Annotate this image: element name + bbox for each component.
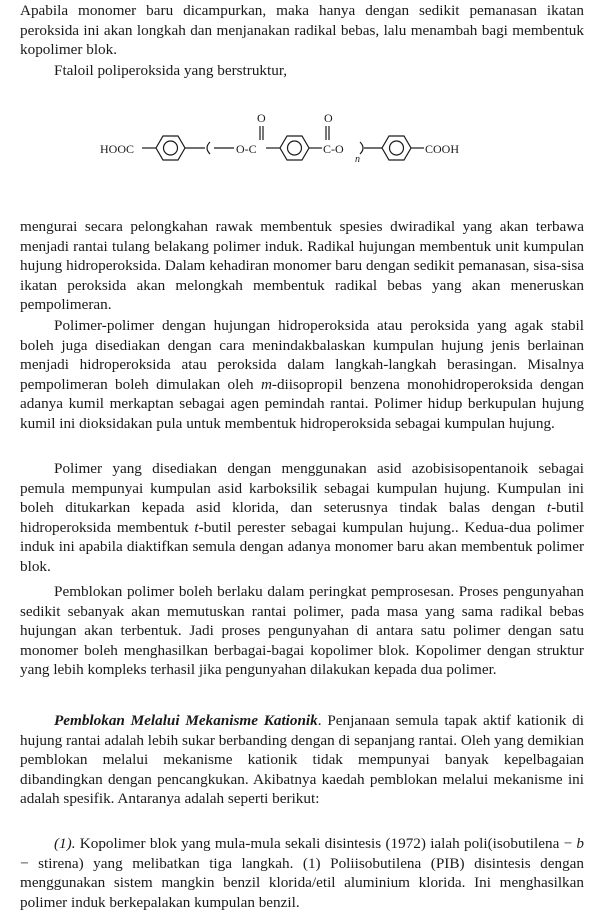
- left-bracket: [207, 142, 210, 154]
- linker-right: C-O: [323, 142, 344, 156]
- paragraph-4: Polimer-polimer dengan hujungan hidroperoksida atau peroksida yang agak stabil boleh juga disediakan dengan cara menindakbalaskan kumpulan hujung jenis berlainan menjadi hidroperoksida atau peroksida dalam langkah-langkah berasingan. Misalnya pempolimeran boleh dimulakan oleh m-diisopropil benzena monohidroperoksida dengan adanya kumil merkaptan sebagai agen pemindah rantai. Polimer hidup berkupulan hujung kumil ini dioksidakan pula untuk membentuk hidroperoksida sebagai kumpulan hujung.: [20, 317, 584, 432]
- paragraph-2: Ftaloil poliperoksida yang berstruktur,: [54, 62, 288, 79]
- paragraph-6: Pemblokan polimer boleh berlaku dalam peringkat pemprosesan. Proses pengunyahan sedikit sebanyak akan memutuskan rantai polimer, pada masa yang sama radikal bebas hujungan akan terbentuk. Jadi proses pengunyahan di antara satu polimer dengan satu monomer boleh menghasilkan berbagai-bagai kopolimer blok. Kopolimer dengan struktur yang lebih kompleks terhasil jika pengunyahan dilakukan kepada dua polimer.: [20, 583, 584, 679]
- paragraph-3: mengurai secara pelongkahan rawak membentuk spesies dwiradikal yang akan terbawa menjadi rantai tulang belakang polimer induk. Radikal hujungan membentuk unit kumpulan hujung hidroperoksida. Dalam kehadiran monomer baru dengan sedikit pemanasan, sisa-sisa ikatan peroksida akan melongkah membentuk radikal bebas yang akan meneruskan pempolimeran.: [20, 218, 584, 314]
- benzene-ring-2: [280, 136, 309, 160]
- paragraph-5: Polimer yang disediakan dengan menggunakan asid azobisisopentanoik sebagai pemula mempunyai kumpulan asid karboksilik sebagai kumpulan hujung. Kumpulan ini boleh ditukarkan kepada asid klorida, dan seterusnya tindak balas dengan t-butil hidroperoksida membentuk t-butil perester sebagai kumpulan hujung.. Kedua-dua polimer induk ini apabila diaktifkan semula dengan adanya monomer baru akan membentuk polimer blok.: [20, 460, 584, 575]
- right-bracket: [360, 142, 363, 154]
- linker-left: O-C: [236, 142, 257, 156]
- subscript-n: n: [355, 154, 360, 165]
- paragraph-8: (1). Kopolimer blok yang mula-mula sekali disintesis (1972) ialah poli(isobutilena − b − stirena) yang melibatkan tiga langkah. (1) Poliisobutilena (PIB) disintesis dengan menggunakan sistem mangkin benzil klorida/etil aluminium klorida. Ini menghasilkan polimer induk berkepalakan kumpulan benzil.: [20, 835, 584, 911]
- cooh-group: COOH: [425, 142, 460, 156]
- hooc-group: HOOC: [100, 142, 135, 156]
- paragraph-1: Apabila monomer baru dicampurkan, maka hanya dengan sedikit pemanasan ikatan peroksida ini akan longkah dan menjanakan radikal bebas, lalu menambah bagi membentuk kopolimer blok.: [20, 2, 584, 59]
- benzene-ring-3: [382, 136, 411, 160]
- phthaloyl-polyperoxide-structure: [0, 96, 600, 206]
- oxygen-left: O: [257, 111, 266, 125]
- benzene-ring-1: [156, 136, 185, 160]
- section-heading: Pemblokan Melalui Mekanisme Kationik: [54, 712, 318, 729]
- paragraph-7: Pemblokan Melalui Mekanisme Kationik. Penjanaan semula tapak aktif kationik di hujung rantai adalah lebih sukar berbanding dengan di sepanjang rantai. Oleh yang demikian pemblokan melalui mekanisme kationik tidak mempunyai banyak kepelbagaian dibandingkan dengan pencangkukan. Akibatnya kaedah pemblokan melalui mekanisme ini adalah spesifik. Antaranya adalah seperti berikut:: [20, 712, 584, 808]
- oxygen-right: O: [324, 111, 333, 125]
